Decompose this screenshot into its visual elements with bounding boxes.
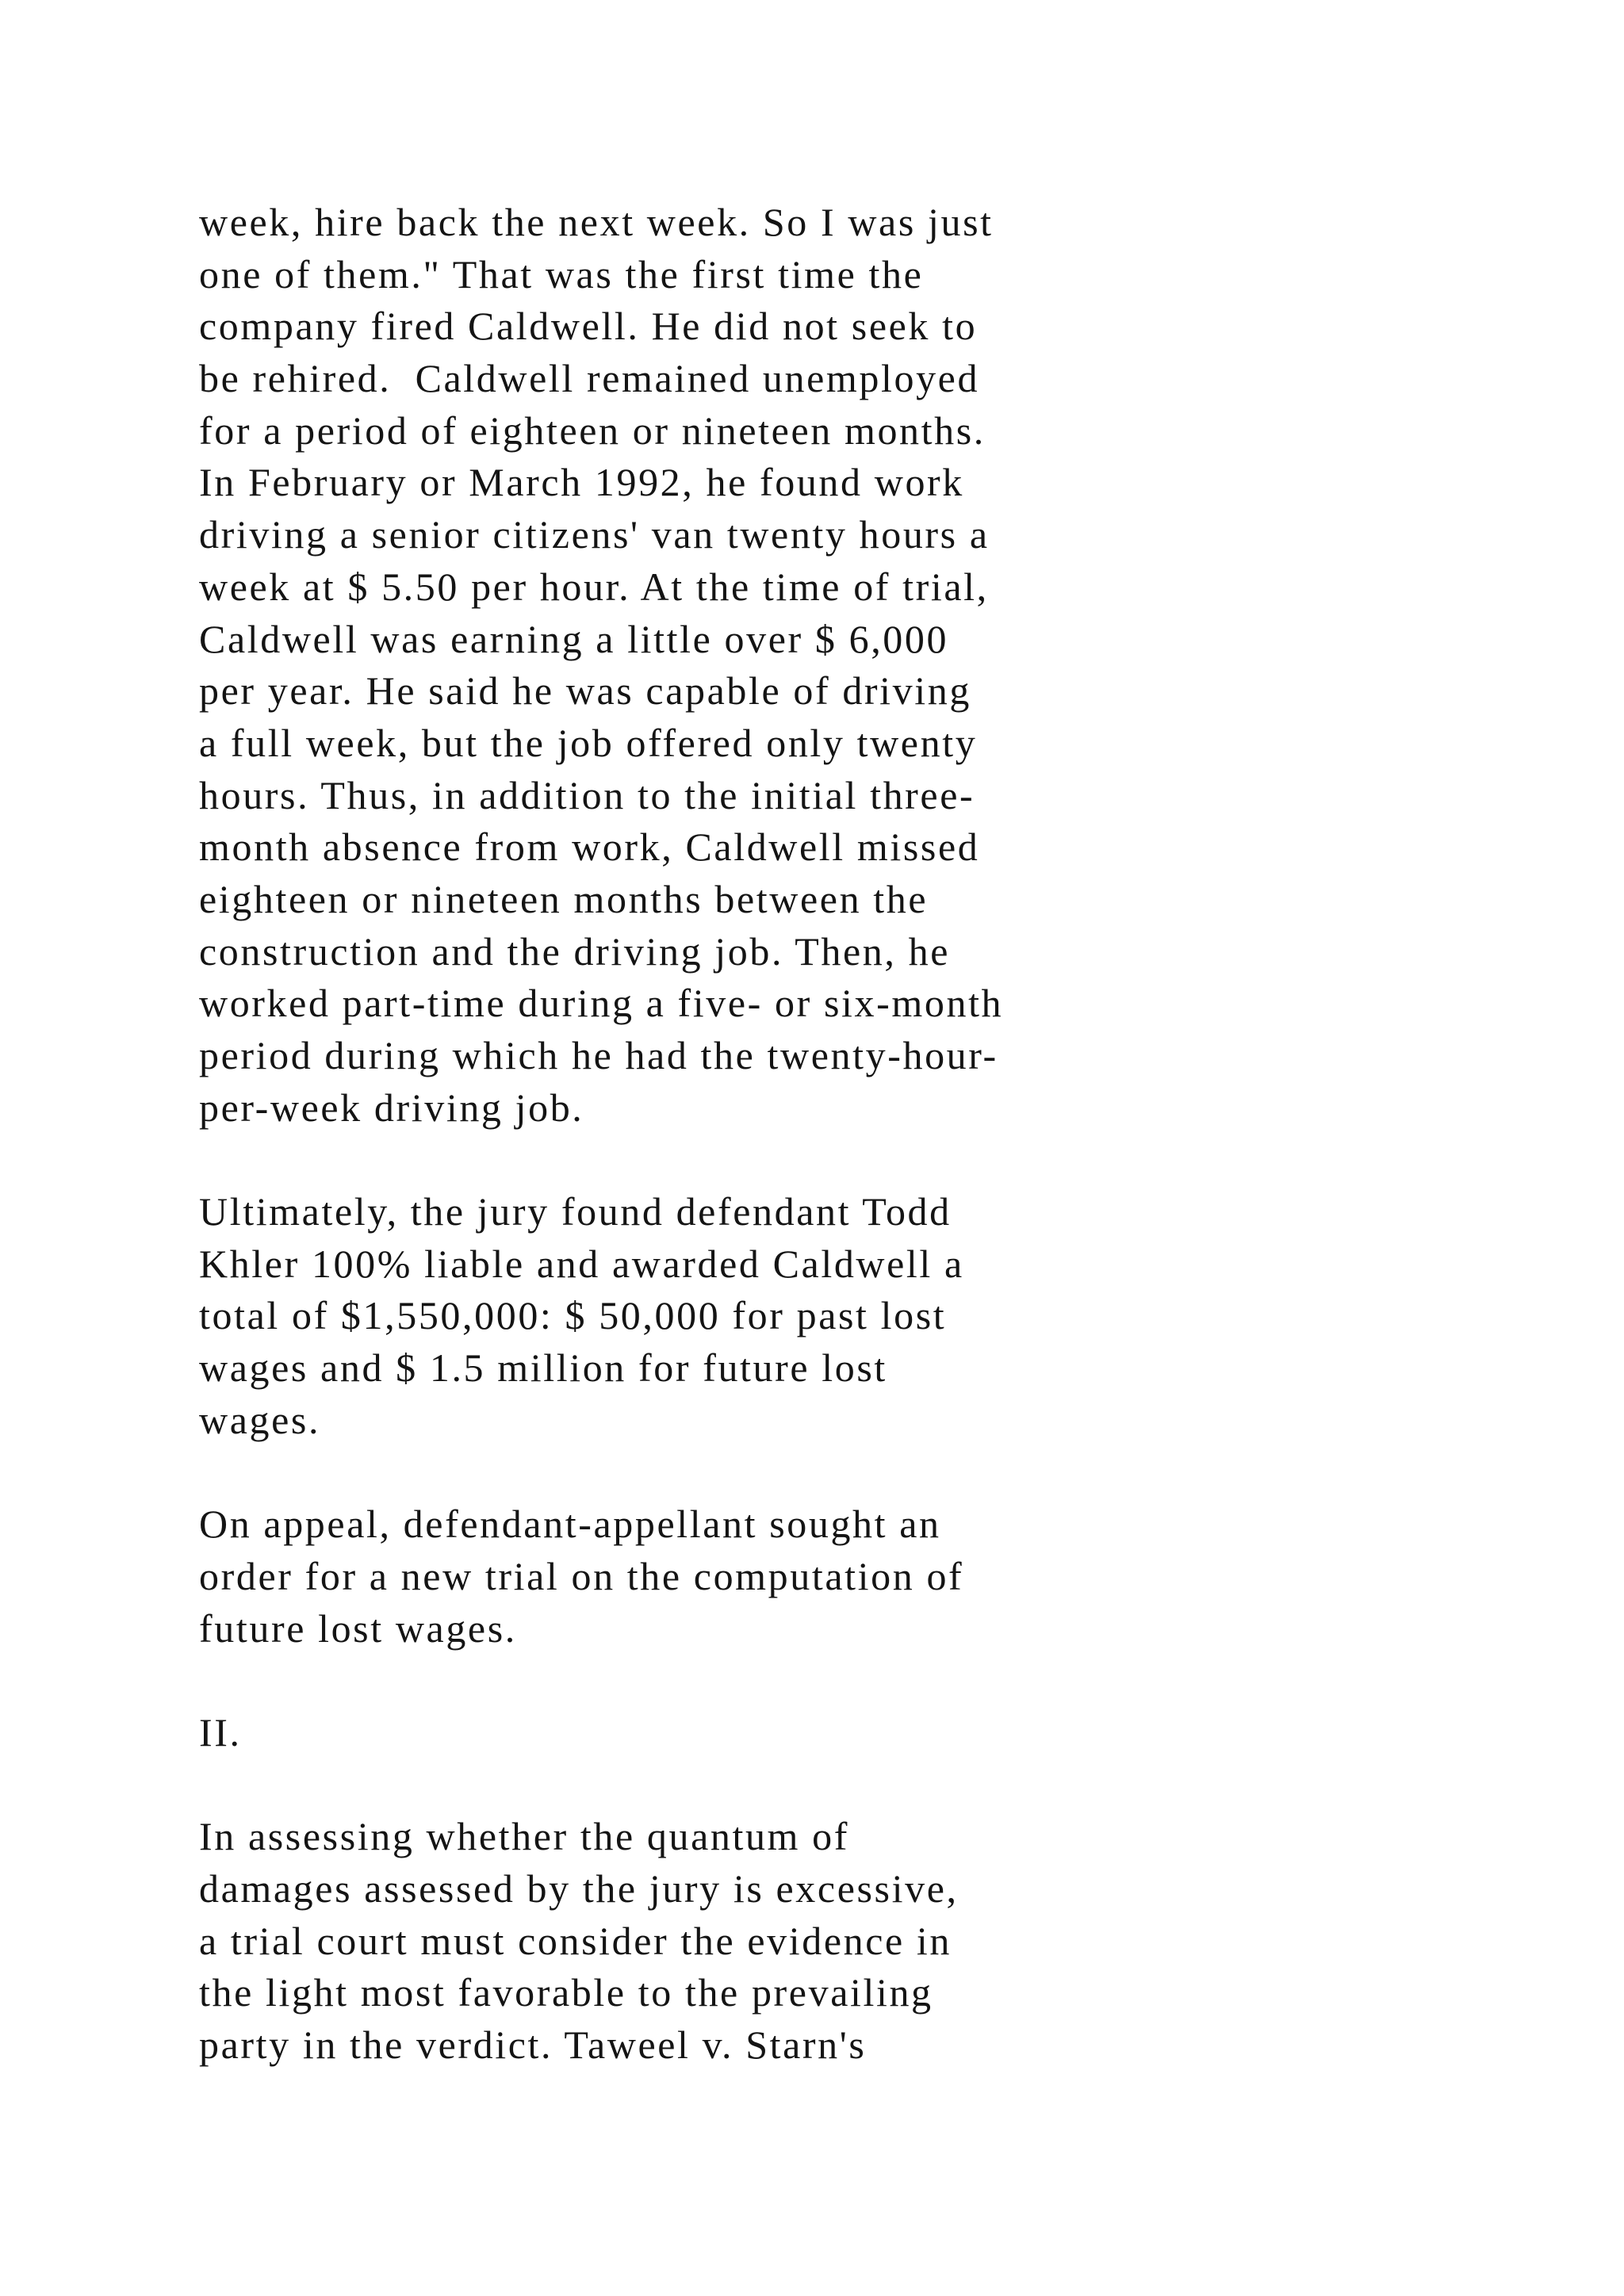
text-line: one of them." That was the first time the (199, 251, 924, 297)
blank-line (199, 1759, 1325, 1812)
text-line: Caldwell was earning a little over $ 6,000 (199, 616, 949, 661)
blank-line (199, 1655, 1325, 1707)
text-line: week, hire back the next week. So I was just (199, 200, 994, 244)
text-line: hours. Thus, in addition to the initial three- (199, 772, 975, 817)
text-line: Ultimately, the jury found defendant Todd (199, 1189, 952, 1234)
text-line: construction and the driving job. Then, he (199, 928, 950, 974)
text-line: future lost wages. (199, 1605, 517, 1651)
text-line: per-week driving job. (199, 1085, 584, 1130)
text-line: In February or March 1992, he found work (199, 460, 964, 505)
text-line: company fired Caldwell. He did not seek to (199, 304, 978, 349)
section-heading: II. (199, 1709, 242, 1755)
text-line: total of $1,550,000: $ 50,000 for past lost (199, 1293, 947, 1338)
text-line: a full week, but the job offered only twenty (199, 720, 978, 765)
text-line: period during which he had the twenty-hour- (199, 1033, 998, 1077)
text-line: month absence from work, Caldwell missed (199, 825, 980, 870)
text-line: driving a senior citizens' van twenty hours a (199, 512, 990, 557)
text-line: per year. He said he was capable of driving (199, 668, 971, 714)
text-line: be rehired. Caldwell remained unemployed (199, 356, 980, 401)
text-line: In assessing whether the quantum of (199, 1814, 850, 1859)
text-line: On appeal, defendant-appellant sought an (199, 1502, 941, 1547)
text-line: order for a new trial on the computation of (199, 1553, 964, 1598)
blank-line (199, 1447, 1325, 1499)
document-body (199, 197, 1325, 2072)
text-line: wages. (199, 1397, 321, 1442)
text-line: eighteen or nineteen months between the (199, 876, 929, 921)
text-line: party in the verdict. Taweel v. Starn's (199, 2022, 867, 2068)
text-line: for a period of eighteen or nineteen months. (199, 408, 986, 453)
text-line: wages and $ 1.5 million for future lost (199, 1345, 887, 1391)
text-line: a trial court must consider the evidence in (199, 1918, 952, 1963)
text-line: the light most favorable to the prevailing (199, 1970, 933, 2015)
text-line: worked part-time during a five- or six-month (199, 981, 1004, 1026)
blank-line (199, 1134, 1325, 1186)
text-line: week at $ 5.50 per hour. At the time of trial, (199, 564, 989, 609)
text-line: Khler 100% liable and awarded Caldwell a (199, 1241, 964, 1286)
text-line: damages assessed by the jury is excessive, (199, 1866, 959, 1911)
